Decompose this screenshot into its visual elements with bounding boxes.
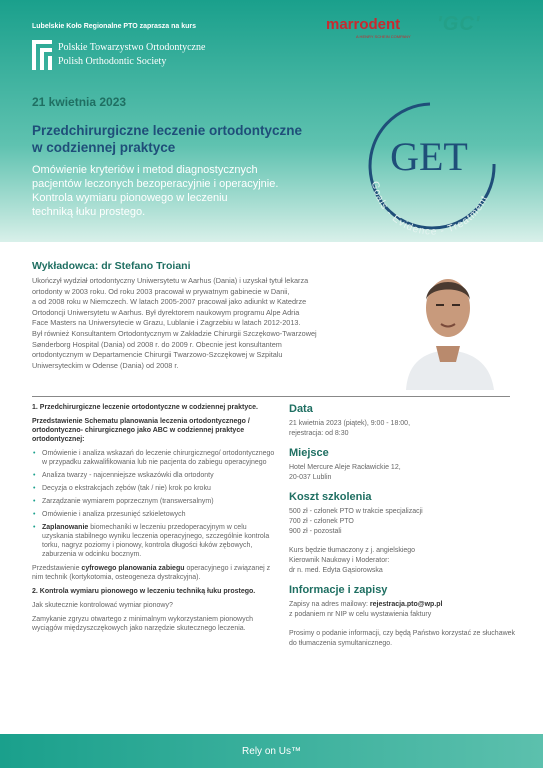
lecturer-heading: Wykładowca: dr Stefano Troiani <box>32 260 191 272</box>
bio-line: Uniwersyteckim w Odense (Dania) od 2008 r. <box>32 360 179 370</box>
place-heading: Miejsce <box>289 447 329 459</box>
cost-details <box>289 507 519 537</box>
program-section2-text: Zamykanie zgryzu otwartego z minimalnym wykorzystaniem pionowych wyciągów międzyszczękowych jako narzędzie skutecznego leczenia. <box>32 616 253 632</box>
registration-email-line: Zapisy na adres mailowy: rejestracja.pto@wp.pl <box>289 601 443 608</box>
registration-invoice-note: z podaniem nr NIP w celu wystawienia faktury <box>289 611 432 618</box>
address-line: Hotel Mercure Aleje Racławickie 12, <box>289 464 401 471</box>
lecturer-photo <box>386 250 510 390</box>
list-item: • Analiza twarzy - najcenniejsze wskazówki dla ortodonty <box>32 471 277 480</box>
course-subtitle <box>32 163 352 219</box>
marrodent-subtitle: A HENRY SCHEIN COMPANY <box>356 34 411 39</box>
date-heading: Data <box>289 403 313 415</box>
translation-line: Kurs będzie tłumaczony z j. angielskiego <box>289 547 416 554</box>
course-title-line: Przedchirurgiczne leczenie ortodontyczne <box>32 123 303 138</box>
get-logo-word: GET <box>390 134 468 179</box>
list-item: • Omówienie i analiza wskazań do leczenie chirurgicznego/ ortodontycznego w przypadku zakwalifikowania lub nie pacjenta do zabiegu operacyjnego <box>32 449 277 467</box>
info-column <box>289 402 519 649</box>
list-item: • Zarządzanie wymiarem poprzecznym (transwersalnym) <box>32 497 277 506</box>
bio-line: Ukończył wydział ortodontyczny Uniwersytetu w Aarhus (Dania) i uzyskał tytuł lekarza <box>32 276 309 285</box>
program-bullet-list <box>32 449 277 559</box>
program-section1-intro: Przedstawienie Schematu planowania leczenia ortodontycznego / ortodontyczno- chirurgicznego jako ABC w codziennej praktyce ortodontycznej: <box>32 418 250 443</box>
place-details <box>289 463 519 483</box>
subtitle-line: pacjentów leczonych bezoperacyjnie i operacyjnie. <box>32 178 279 190</box>
pto-name-pl: Polskie Towarzystwo Ortodontyczne <box>58 42 206 53</box>
program-section1-title: 1. Przedchirurgiczne leczenie ortodontyczne w codziennej praktyce. <box>32 404 259 411</box>
translation-note <box>289 546 519 576</box>
list-item <box>32 523 277 559</box>
bio-line: ortodontycznym w Departamencie Chirurgii Twarzowo-Szczękowej w Szpitalu <box>32 350 283 360</box>
course-title <box>32 122 352 156</box>
date-line: 21 kwietnia 2023 (piątek), 9:00 - 18:00, <box>289 420 411 427</box>
moderator-name: dr n. med. Edyta Gąsiorowska <box>289 567 383 574</box>
bio-line: a od 2008 roku w Niemczech. W latach 2005-2007 pracował jako adiunkt w Katedrze <box>32 297 307 307</box>
course-title-line: w codziennej praktyce <box>32 140 176 155</box>
list-item: • Omówienie i analiza przesunięć szkieletowych <box>32 510 277 519</box>
program-digital-planning: Przedstawienie cyfrowego planowania zabiegu operacyjnego i związanej z nim technik (kortykotomia, osteogeneza dystrakcyjna). <box>32 565 271 581</box>
bio-line: ortodonty w 2003 roku. Od roku 2003 pracował w prywatnym gabinecie w Danii, <box>32 286 290 296</box>
lecturer-bio <box>32 276 377 371</box>
registration-details <box>289 600 519 620</box>
program-column <box>32 403 277 638</box>
subtitle-line: Kontrola wymiaru pionowego w leczeniu <box>32 192 228 204</box>
section-divider <box>32 396 510 397</box>
date-details <box>289 419 519 439</box>
gc-logo: 'GC' <box>437 13 481 35</box>
price-line: 700 zł - członek PTO <box>289 518 354 525</box>
program-section2-title: 2. Kontrola wymiaru pionowego w leczeniu techniką łuku prostego. <box>32 588 256 595</box>
subtitle-line: Omówienie kryteriów i metod diagnostycznych <box>32 164 258 176</box>
get-logo <box>358 96 503 236</box>
org-note: Lubelskie Koło Regionalne PTO zaprasza na kurs <box>32 23 197 30</box>
registration-heading: Informacje i zapisy <box>289 584 388 596</box>
marrodent-logo: marrodent <box>326 16 401 33</box>
bio-line: Sønderborg Hospital (Dania) od 2008 r. do 2009 r. Obecnie jest konsultantem <box>32 339 282 349</box>
price-line: 900 zł - pozostali <box>289 528 342 535</box>
program-section2-question: Jak skutecznie kontrolować wymiar pionowy? <box>32 602 173 609</box>
get-logo-tagline: Goals - Evidence - Treatment <box>368 180 491 236</box>
pto-name-en: Polish Orthodontic Society <box>58 56 167 67</box>
bullet-emphasis: Zaplanowanie <box>42 524 89 531</box>
footer-slogan: Rely on Us™ <box>242 746 301 757</box>
bio-line: Był również Konsultantem Ortodontycznym w Zakładzie Chirurgii Szczękowo-Twarzowej <box>32 328 317 338</box>
bio-line: Ortodoncji Uniwersytetu w Aarhus. Był dyrektorem naukowym programu Alpe Adria <box>32 307 300 317</box>
registration-time: rejestracja: od 8:30 <box>289 430 349 437</box>
headphones-note: Prosimy o podanie informacji, czy będą Państwo korzystać ze słuchawek do tłumaczenia symultanicznego. <box>289 630 516 647</box>
list-item: • Decyzja o ekstrakcjach zębów (tak / nie) krok po kroku <box>32 484 277 493</box>
bullet-text: biomechaniki w leczeniu przedoperacyjnym w celu uzyskania stabilnego wyniku leczenia operacyjnego, szczególnie kontrola torku, nagryz poziomy i pionowy, kontrola długości łuków zębowych, zaburzenia w odcinku bocznym. <box>42 524 270 558</box>
event-date: 21 kwietnia 2023 <box>32 95 127 109</box>
bio-line: Face Masters na Uniwersytecie w Grazu, Lublanie i Zagrzebiu w latach 2012-2013. <box>32 318 301 328</box>
registration-email-link[interactable]: rejestracja.pto@wp.pl <box>369 601 443 608</box>
pto-emblem-icon <box>32 40 52 70</box>
subtitle-line: techniką łuku prostego. <box>32 206 146 218</box>
price-line: 500 zł - członek PTO w trakcie specjalizacji <box>289 508 423 515</box>
pto-logo <box>32 40 205 70</box>
moderator-label: Kierownik Naukowy i Moderator: <box>289 557 390 564</box>
address-line: 20-037 Lublin <box>289 474 332 481</box>
cost-heading: Koszt szkolenia <box>289 491 372 503</box>
